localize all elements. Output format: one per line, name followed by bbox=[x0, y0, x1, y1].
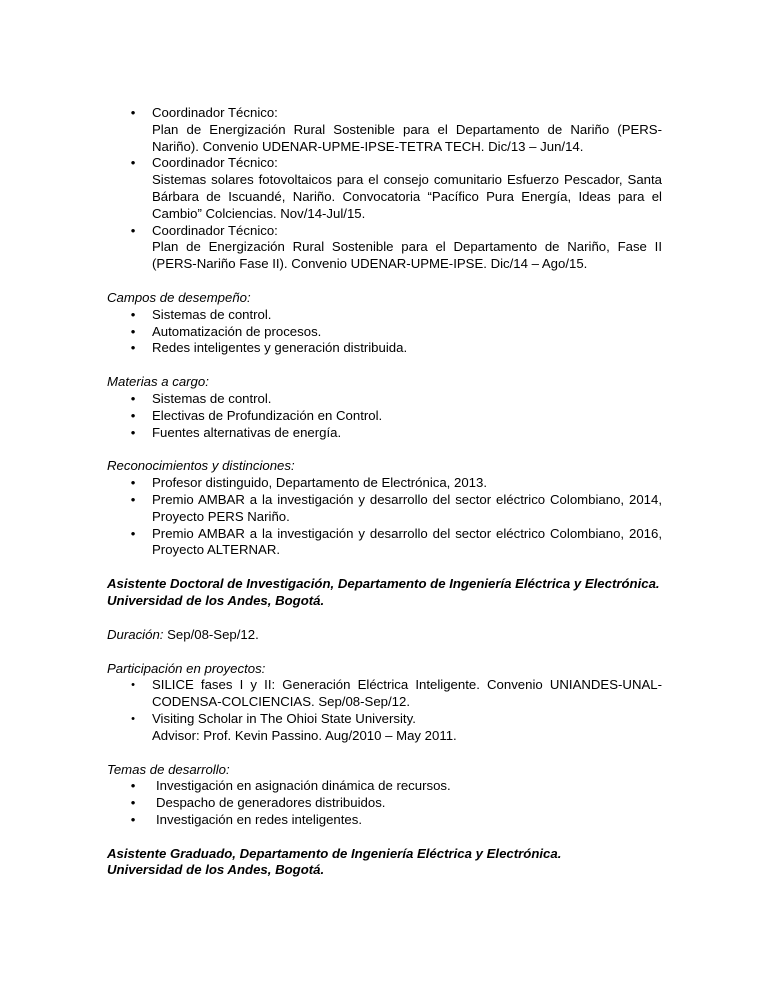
campos-list bbox=[107, 307, 662, 357]
section-heading-materias: Materias a cargo: bbox=[107, 374, 209, 390]
list-item-text: Electivas de Profundización en Control. bbox=[152, 407, 383, 423]
list-item-text: Investigación en asignación dinámica de recursos. bbox=[156, 778, 451, 794]
bullet: • bbox=[130, 491, 136, 507]
list-item bbox=[107, 324, 662, 341]
role-label: Coordinador Técnico: bbox=[152, 105, 278, 120]
duration-value: Sep/08-Sep/12. bbox=[163, 626, 259, 642]
list-item-text: Redes inteligentes y generación distribuida. bbox=[152, 340, 408, 356]
bullet: • bbox=[131, 712, 135, 725]
participacion-list bbox=[107, 677, 662, 744]
list-item bbox=[107, 425, 662, 442]
section-heading-reconocimientos: Reconocimientos y distinciones: bbox=[107, 458, 295, 474]
duration-line bbox=[107, 627, 662, 644]
bullet: • bbox=[130, 105, 136, 120]
bullet: • bbox=[130, 778, 136, 794]
list-item bbox=[107, 223, 662, 273]
list-item bbox=[107, 475, 662, 492]
list-item-text: Investigación en redes inteligentes. bbox=[156, 811, 363, 827]
coordination-list bbox=[107, 105, 662, 273]
list-item-text: Profesor distinguido, Departamento de Electrónica, 2013. bbox=[152, 475, 488, 491]
bullet: • bbox=[130, 811, 136, 827]
project-description: SILICE fases I y II: Generación Eléctrica Inteligente. Convenio UNIANDES-UNAL-CODENSA-COLCIENCIAS. Sep/08-Sep/12. bbox=[152, 677, 662, 710]
bullet: • bbox=[130, 424, 136, 440]
list-item bbox=[107, 778, 662, 795]
job-title-doctoral: Asistente Doctoral de Investigación, Departamento de Ingeniería Eléctrica y Electrónica. bbox=[107, 576, 660, 592]
role-description: Plan de Energización Rural Sostenible para el Departamento de Nariño (PERS-Nariño). Convenio UDENAR-UPME-IPSE-TETRA TECH. Dic/13 – Jun/14. bbox=[152, 121, 662, 154]
list-item bbox=[107, 711, 662, 745]
list-item-text: Sistemas de control. bbox=[152, 306, 272, 322]
bullet: • bbox=[130, 525, 136, 541]
section-heading-temas: Temas de desarrollo: bbox=[107, 761, 230, 777]
list-item bbox=[107, 812, 662, 829]
project-advisor: Advisor: Prof. Kevin Passino. Aug/2010 – May 2011. bbox=[152, 727, 457, 743]
bullet: • bbox=[130, 306, 136, 322]
list-item bbox=[107, 155, 662, 222]
reconocimientos-list bbox=[107, 475, 662, 559]
list-item bbox=[107, 340, 662, 357]
document-page bbox=[107, 105, 662, 879]
list-item-text: Despacho de generadores distribuidos. bbox=[156, 795, 386, 811]
list-item bbox=[107, 408, 662, 425]
temas-list bbox=[107, 778, 662, 828]
list-item-text: Fuentes alternativas de energía. bbox=[152, 424, 342, 440]
list-item bbox=[107, 391, 662, 408]
role-label: Coordinador Técnico: bbox=[152, 222, 278, 238]
bullet: • bbox=[130, 155, 136, 171]
section-heading-participacion: Participación en proyectos: bbox=[107, 660, 266, 676]
list-item-text: Premio AMBAR a la investigación y desarrollo del sector eléctrico Colombiano, 2016, Proyecto ALTERNAR. bbox=[152, 525, 662, 558]
section-heading-campos: Campos de desempeño: bbox=[107, 289, 251, 305]
bullet: • bbox=[130, 323, 136, 339]
list-item-text: Automatización de procesos. bbox=[152, 323, 322, 339]
list-item bbox=[107, 677, 662, 711]
list-item bbox=[107, 526, 662, 560]
bullet: • bbox=[130, 475, 136, 491]
list-item bbox=[107, 492, 662, 526]
materias-list bbox=[107, 391, 662, 441]
institution-graduado: Universidad de los Andes, Bogotá. bbox=[107, 862, 325, 878]
bullet: • bbox=[130, 795, 136, 811]
bullet: • bbox=[130, 390, 136, 406]
list-item-text: Sistemas de control. bbox=[152, 390, 272, 406]
list-item bbox=[107, 105, 662, 155]
job-title-graduado: Asistente Graduado, Departamento de Ingeniería Eléctrica y Electrónica. bbox=[107, 845, 562, 861]
list-item bbox=[107, 307, 662, 324]
role-label: Coordinador Técnico: bbox=[152, 155, 278, 171]
bullet: • bbox=[130, 340, 136, 356]
institution-doctoral: Universidad de los Andes, Bogotá. bbox=[107, 592, 325, 608]
bullet: • bbox=[130, 407, 136, 423]
duration-label: Duración: bbox=[107, 626, 164, 642]
role-description: Sistemas solares fotovoltaicos para el consejo comunitario Esfuerzo Pescador, Santa Bárbara de Iscuandé, Nariño. Convocatoria “Pacífico Pura Energía, Ideas para el Cambio” Colciencias. Nov/14-Jul/15. bbox=[152, 172, 662, 221]
bullet: • bbox=[130, 222, 136, 238]
list-item-text: Premio AMBAR a la investigación y desarrollo del sector eléctrico Colombiano, 2014, Proyecto PERS Nariño. bbox=[152, 491, 662, 524]
role-description: Plan de Energización Rural Sostenible para el Departamento de Nariño, Fase II (PERS-Nariño Fase II). Convenio UDENAR-UPME-IPSE. Dic/14 – Ago/15. bbox=[152, 239, 662, 272]
list-item bbox=[107, 795, 662, 812]
project-description: Visiting Scholar in The Ohioi State University. bbox=[152, 710, 416, 726]
bullet: • bbox=[131, 679, 135, 692]
